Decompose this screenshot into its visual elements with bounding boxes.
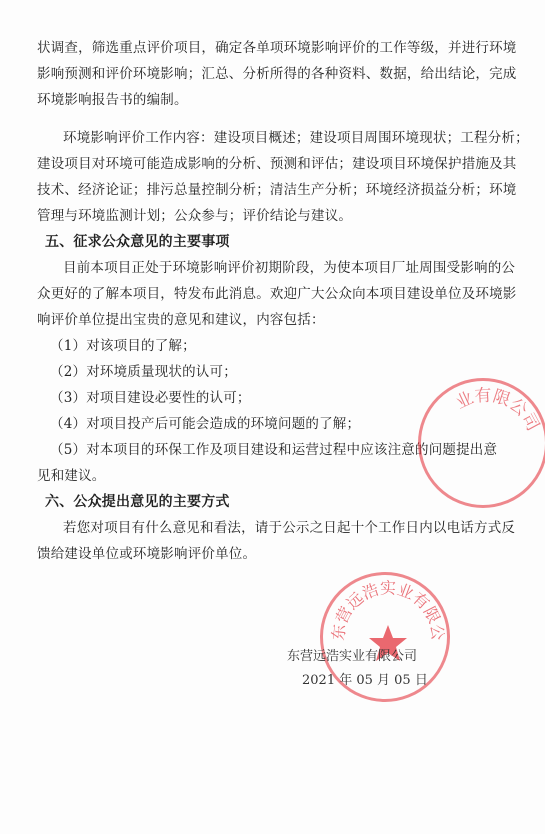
- list-item-3: （3）对项目建设必要性的认可；: [50, 390, 251, 406]
- para2-line-1: 环境影响评价工作内容：建设项目概述；建设项目周围环境现状；工程分析；: [63, 130, 529, 146]
- company-seal-partial: [418, 378, 545, 508]
- para2-line-2: 建设项目对环境可能造成影响的分析、预测和评估；建设项目环境保护措施及其: [37, 156, 517, 172]
- para1-line-3: 环境影响报告书的编制。: [37, 92, 188, 108]
- para1-line-2: 影响预测和评价环境影响；汇总、分析所得的各种资料、数据，给出结论，完成: [37, 66, 517, 82]
- svg-text:业有限公司: 业有限公司: [452, 385, 543, 435]
- section-6-heading: 六、公众提出意见的主要方式: [45, 494, 230, 510]
- signature-company: 东营远浩实业有限公司: [287, 649, 418, 664]
- list-item-2: （2）对环境质量现状的认可；: [50, 364, 237, 380]
- para1-line-1: 状调查，筛选重点评价项目，确定各单项环境影响评价的工作等级，并进行环境: [37, 40, 517, 56]
- para3-line-1: 目前本项目正处于环境影响评价初期阶段，为使本项目厂址周围受影响的公: [63, 260, 516, 276]
- para2-line-4: 管理与环境监测计划；公众参与；评价结论与建议。: [37, 208, 353, 224]
- para4-line-2: 馈给建设单位或环境影响评价单位。: [37, 546, 257, 562]
- section-5-heading: 五、征求公众意见的主要事项: [45, 234, 230, 250]
- list-item-5-continued: 见和建议。: [37, 468, 106, 484]
- svg-text:东营远浩实业有限公司: 东营远浩实业有限公司: [314, 560, 448, 642]
- para3-line-3: 响评价单位提出宝贵的意见和建议，内容包括：: [37, 312, 325, 328]
- list-item-1: （1）对该项目的了解；: [50, 338, 196, 354]
- seal-partial-graphic: [421, 381, 545, 511]
- signature-date: 2021 年 05 月 05 日: [302, 673, 428, 688]
- para4-line-1: 若您对项目有什么意见和看法，请于公示之日起十个工作日内以电话方式反: [63, 520, 516, 536]
- para2-line-3: 技术、经济论证；排污总量控制分析；清洁生产分析；环境经济损益分析；环境: [37, 182, 517, 198]
- list-item-4: （4）对项目投产后可能会造成的环境问题的了解；: [50, 416, 361, 432]
- list-item-5: （5）对本项目的环保工作及项目建设和运营过程中应该注意的问题提出意: [50, 442, 498, 458]
- para3-line-2: 众更好的了解本项目，特发布此消息。欢迎广大公众向本项目建设单位及环境影: [37, 286, 517, 302]
